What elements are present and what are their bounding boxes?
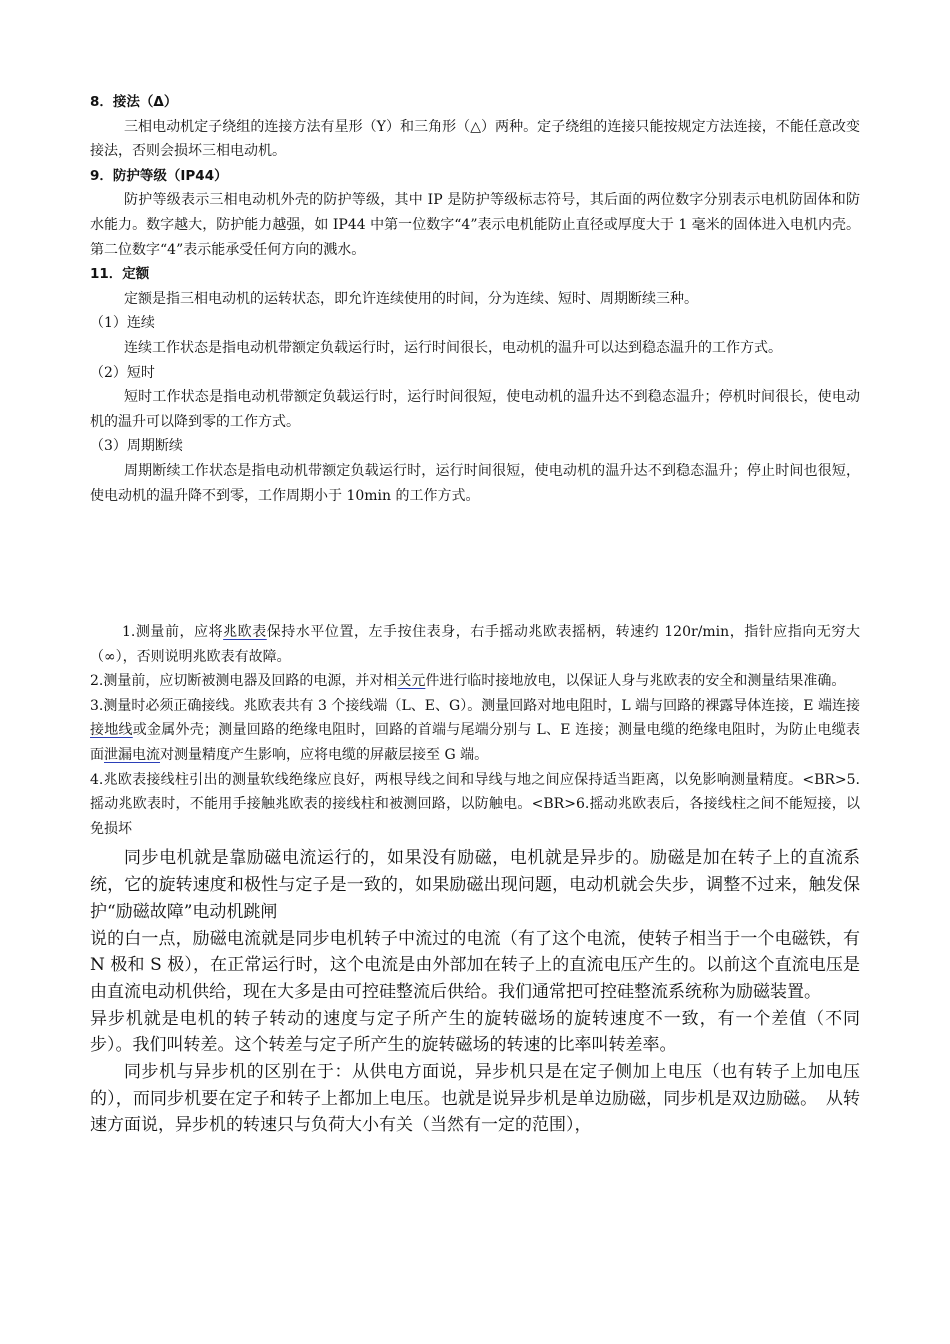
subheading-short-time: （2）短时 — [90, 364, 155, 381]
megger-item-4: 4.兆欧表接线柱引出的测量软线绝缘应良好，两根导线之间和导线与地之间应保持适当距离，以免影响测量精度。<BR>5.摇动兆欧表时，不能用手接触兆欧表的接线柱和被测回路，以防触电。<BR>6.摇动兆欧表后，各接线柱之间不能短接，以免损坏 — [90, 771, 860, 837]
sync-paragraph-4: 同步机与异步机的区别在于：从供电方面说，异步机只是在定子侧加上电压（也有转子上加电压的），而同步机要在定子和转子上都加上电压。也就是说异步机是单边励磁，同步机是双边励磁。 从转速方面说，异步机的转速只与负荷大小有关（当然有一定的范围）， — [90, 1062, 860, 1136]
sync-paragraph-2: 说的白一点，励磁电流就是同步电机转子中流过的电流（有了这个电流，使转子相当于一个电磁铁，有 N 极和 S 极），在正常运行时，这个电流是由外部加在转子上的直流电压产生的。以前这个直流电压是由直流电动机供给，现在大多是由可控硅整流后供给。我们通常把可控硅整流系统称为励磁装置。 — [90, 928, 860, 1002]
megger-section — [90, 620, 860, 841]
sync-paragraph-1: 同步电机就是靠励磁电流运行的，如果没有励磁，电机就是异步的。励磁是加在转子上的直流系统，它的旋转速度和极性与定子是一致的，如果励磁出现问题，电动机就会失步，调整不过来，触发保护“励磁故障”电动机跳闸 — [90, 848, 860, 922]
paragraph-connection: 三相电动机定子绕组的连接方法有星形（Y）和三角形（△）两种。定子绕组的连接只能按规定方法连接，不能任意改变接法，否则会损坏三相电动机。 — [90, 118, 860, 160]
paragraph-short-time: 短时工作状态是指电动机带额定负载运行时，运行时间很短，使电动机的温升达不到稳态温升；停机时间很长，使电动机的温升可以降到零的工作方式。 — [90, 389, 860, 430]
megger-item-2: 2.测量前，应切断被测电器及回路的电源，并对相关元件进行临时接地放电，以保证人身与兆欧表的安全和测量结果准确。 — [90, 673, 846, 690]
blank-gap — [90, 508, 860, 620]
paragraph-intermittent: 周期断续工作状态是指电动机带额定负载运行时，运行时间很短，使电动机的温升达不到稳态温升；停止时间也很短，使电动机的温升降不到零，工作周期小于 10min 的工作方式。 — [90, 462, 860, 504]
link-leakage-current[interactable]: 泄漏电流 — [104, 747, 160, 764]
paragraph-continuous: 连续工作状态是指电动机带额定负载运行时，运行时间很长，电动机的温升可以达到稳态温升的工作方式。 — [124, 339, 782, 356]
motor-nameplate-section — [90, 90, 860, 508]
heading-protection-class: 9．防护等级（IP44） — [90, 167, 228, 184]
link-components[interactable]: 关元 — [397, 673, 426, 690]
link-ground-wire[interactable]: 接地线 — [90, 722, 133, 739]
paragraph-protection-class: 防护等级表示三相电动机外壳的防护等级，其中 IP 是防护等级标志符号，其后面的两位数字分别表示电机防固体和防水能力。数字越大，防护能力越强，如 IP44 中第一位数字“4”表示电机能防止直径或厚度大于 1 毫米的固体进入电机内壳。第二位数字“4”表示能承受任何方向的溅水。 — [90, 192, 860, 258]
megger-item-1: 1.测量前，应将兆欧表保持水平位置，左手按住表身，右手摇动兆欧表摇柄，转速约 120r/min，指针应指向无穷大（∞），否则说明兆欧表有故障。 — [90, 624, 861, 665]
heading-connection: 8．接法（Δ） — [90, 94, 178, 110]
heading-rating: 11．定额 — [90, 266, 150, 283]
sync-paragraph-3: 异步机就是电机的转子转动的速度与定子所产生的旋转磁场的旋转速度不一致，有一个差值（不同步）。我们叫转差。这个转差与定子所产生的旋转磁场的转速的比率叫转差率。 — [90, 1008, 860, 1056]
paragraph-rating: 定额是指三相电动机的运转状态，即允许连续使用的时间，分为连续、短时、周期断续三种。 — [124, 290, 698, 307]
megger-item-3: 3.测量时必须正确接线。兆欧表共有 3 个接线端（L、E、G）。测量回路对地电阻时，L 端与回路的裸露导体连接，E 端连接接地线或金属外壳；测量回路的绝缘电阻时，回路的首端与尾端分别与 L、E 连接；测量电缆的绝缘电阻时，为防止电缆表面泄漏电流对测量精度产生影响，应将电缆的屏蔽层接至 G 端。 — [90, 697, 861, 764]
document-page — [90, 90, 860, 1139]
link-megger[interactable]: 兆欧表 — [223, 624, 267, 641]
subheading-continuous: （1）连续 — [90, 315, 155, 332]
sync-motor-section — [90, 845, 860, 1139]
subheading-intermittent: （3）周期断续 — [90, 438, 183, 455]
